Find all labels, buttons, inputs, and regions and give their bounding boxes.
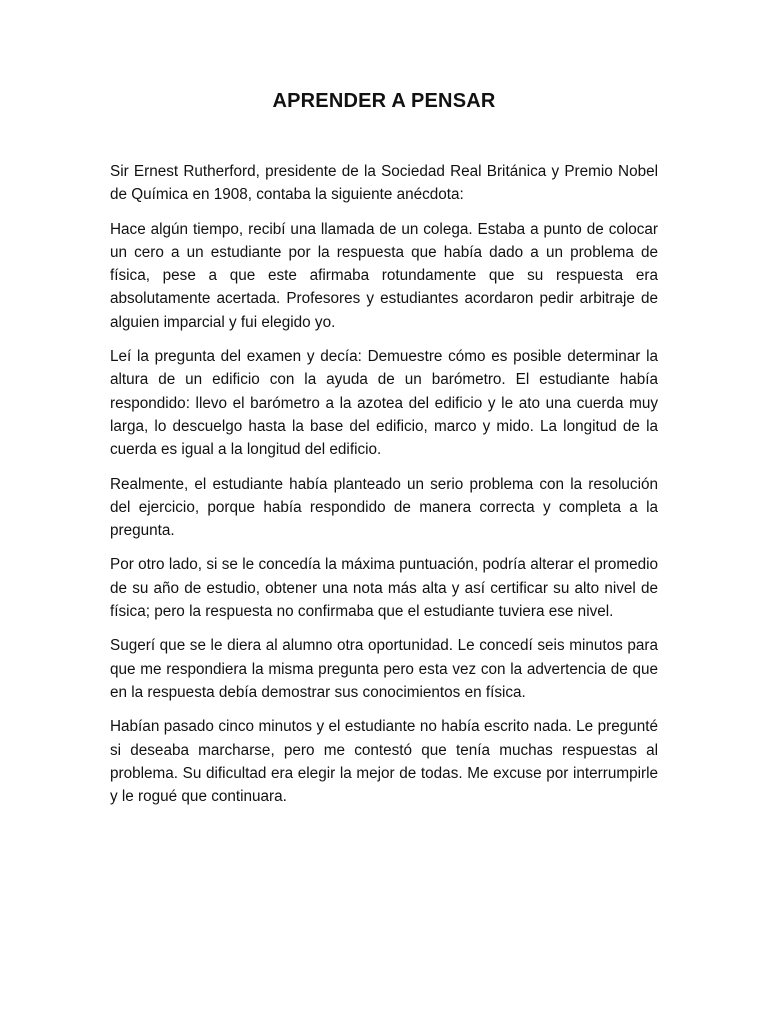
paragraph-6: Sugerí que se le diera al alumno otra oportunidad. Le concedí seis minutos para que me respondiera la misma pregunta pero esta vez con la advertencia de que en la respuesta debía demostrar sus conocimientos en física.: [110, 637, 658, 701]
paragraph-5: Por otro lado, si se le concedía la máxima puntuación, podría alterar el promedio de su año de estudio, obtener una nota más alta y así certificar su alto nivel de física; pero la respuesta no confirmaba que el estudiante tuviera ese nivel.: [110, 556, 658, 621]
document-body: [110, 160, 658, 819]
paragraph-3: Leí la pregunta del examen y decía: Demuestre cómo es posible determinar la altura de un edificio con la ayuda de un barómetro. El estudiante había respondido: llevo el barómetro a la azotea del edificio y le ato una cuerda muy larga, lo descuelgo hasta la base del edificio, marco y mido. La longitud de la cuerda es igual a la longitud del edificio.: [110, 348, 658, 459]
document-title: APRENDER A PENSAR: [272, 90, 496, 112]
paragraph-1: Sir Ernest Rutherford, presidente de la Sociedad Real Británica y Premio Nobel de Química en 1908, contaba la siguiente anécdota:: [110, 163, 658, 204]
paragraph-7: Habían pasado cinco minutos y el estudiante no había escrito nada. Le pregunté si deseaba marcharse, pero me contestó que tenía muchas respuestas al problema. Su dificultad era elegir la mejor de todas. Me excuse por interrumpirle y le rogué que continuara.: [110, 718, 658, 806]
paragraph-4: Realmente, el estudiante había planteado un serio problema con la resolución del ejercicio, porque había respondido de manera correcta y completa a la pregunta.: [110, 475, 658, 540]
paragraph-2: Hace algún tiempo, recibí una llamada de un colega. Estaba a punto de colocar un cero a un estudiante por la respuesta que había dado a un problema de física, pese a que este afirmaba rotundamente que su respuesta era absolutamente acertada. Profesores y estudiantes acordaron pedir arbitraje de alguien imparcial y fui elegido yo.: [110, 220, 658, 331]
